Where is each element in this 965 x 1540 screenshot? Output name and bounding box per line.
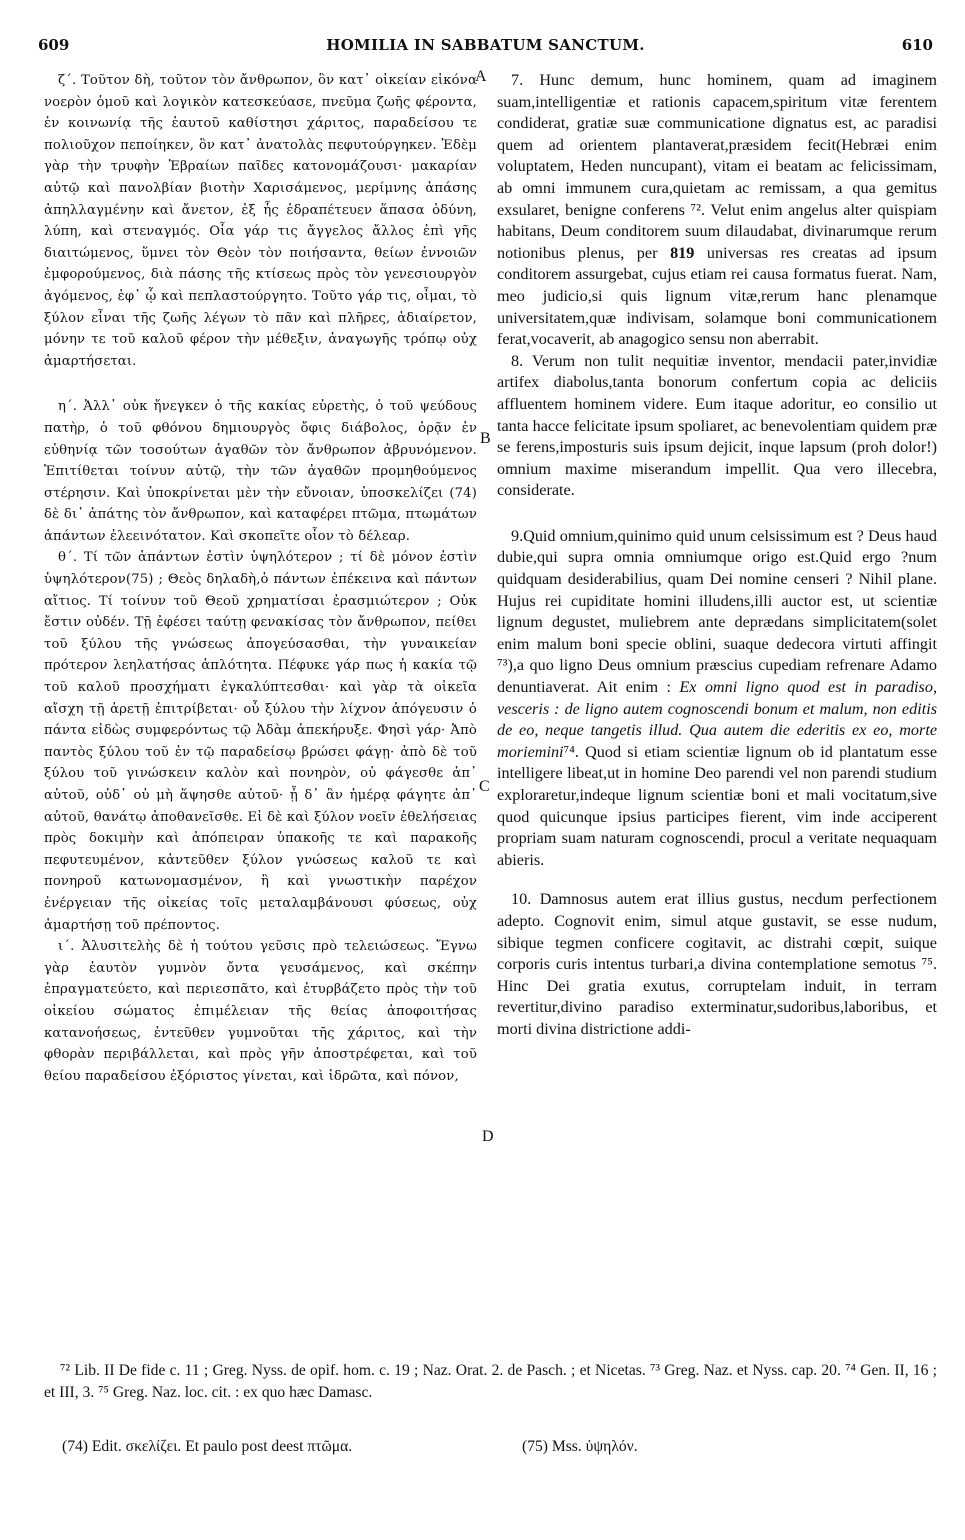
greek-paragraph-10: ι΄. Ἀλυσιτελὴς δὲ ἡ τούτου γεῦσις πρὸ τελειώσεως. Ἔγνω γὰρ ἑαυτὸν γυμνὸν ὄντα γευσάμενος, καὶ σκέπην ἐπραγματεύετο, καὶ περιεσπᾶτο, καὶ ἐτυρβάζετο πρὸς τὴν τοῦ οἰκείου σώματος ἐπιμέλειαν τῆς θείας ἀποφοιτήσας κατανοήσεως, ἐντεῦθεν γυμνοῦται τῆς χάριτος, καὶ τὴν φθορὰν περιβάλλεται, καὶ πρὸς γῆν ἀποστρέφεται, καὶ τοῦ θείου παραδείσου ἐξόριστος γίνεται, καὶ ἱδρῶτα, καὶ πόνον, <box>44 939 477 1084</box>
variant-note-74: (74) Edit. σκελίζει. Et paulo post deest πτῶμα. <box>62 1438 353 1455</box>
latin-paragraph-8: 8. Verum non tulit nequitiæ inventor, mendacii pater,invidiæ artifex diabolus,tanta bonorum confertum copia ac deliciis affluentem hominem videre. Eum itaque adoritur, eo consilio ut tanta hacce felicitate ipsum spoliaret, ac benevolentiam quidem præ se ferens,imposturis suis ipsum dejicit, inque lapsum (proh dolor!) omnium maxime miserandum impellit. Qua vero illecebra, considerate. <box>497 351 937 500</box>
margin-marker-a: A <box>475 68 487 85</box>
footnotes <box>44 1360 937 1404</box>
latin-paragraph-7-text-b: universas res creatas ad ipsum conditorem assurgebat, cujus etiam rei causa formatus fuerat. Nam, meo judicio,si quis lignum vitæ,rerum hanc plenamque universitatem,quæ indivisam, solamque boni communicationem ferat,vocaverit, ab anagogico sensu non aberrabit. <box>497 243 938 349</box>
page-header <box>38 36 933 58</box>
latin-column <box>497 70 937 1041</box>
column-number: 819 <box>670 243 695 262</box>
footnote-ref-74: ⁷⁴ <box>563 742 575 761</box>
page-number-right: 610 <box>901 36 933 54</box>
latin-paragraph-7 <box>497 70 937 351</box>
footnote-text: ⁷² Lib. II De fide c. 11 ; Greg. Nyss. de opif. hom. c. 19 ; Naz. Orat. 2. de Pasch. ; et Nicetas. ⁷³ Greg. Naz. et Nyss. cap. 20. ⁷⁴ Gen. II, 16 ; et III, 3. ⁷⁵ Greg. Naz. loc. cit. : ex quo hæc Damasc. <box>44 1362 937 1401</box>
margin-marker-d: D <box>482 1128 494 1145</box>
page-number-left: 609 <box>38 36 70 54</box>
greek-paragraph-8: η΄. Ἀλλ᾽ οὐκ ἤνεγκεν ὁ τῆς κακίας εὑρετὴς, ὁ τοῦ ψεύδους πατὴρ, ὁ τοῦ φθόνου δημιουργὸς ὄφις διάβολος, ὁρᾷν ἐν εὐθηνίᾳ τῶν τοσούτων ἀγαθῶν τὸν ἄνθρωπον ἁβρυνόμενον. Ἐπιτίθεται τοίνυν αὐτῷ, τὴν τῶν ἀγαθῶν προμηθούμενος στέρησιν. Καὶ ὑποκρίνεται μὲν τὴν εὔνοιαν, ὑποσκελίζει (74) δὲ δι᾽ ἀπάτης τὸν ἄνθρωπον, καὶ καταφέρει πτῶμα, πτωμάτων ἁπάντων ἐλεεινότατον. Καὶ σκοπεῖτε οἷον τὸ δέλεαρ. <box>44 399 477 544</box>
latin-paragraph-9 <box>497 526 937 872</box>
greek-column <box>44 70 477 1087</box>
running-title: HOMILIA IN SABBATUM SANCTUM. <box>326 36 645 54</box>
greek-paragraph-7: ζ΄. Τοῦτον δὴ, τοῦτον τὸν ἄνθρωπον, ὃν κατ᾽ οἰκείαν εἰκόνα νοερὸν ὁμοῦ καὶ λογικὸν κατεσκεύασε, πνεῦμα ζωῆς φέροντα, ἐν κοινωνίᾳ τῆς ἑαυτοῦ καθίστησι χάριτος, παραδείσου τε πολιοῦχον πεποίηκεν, ὃν κατ᾽ ἀνατολὰς πεφυτούργηκεν. Ἐδὲμ γὰρ τὴν τρυφὴν Ἑβραίων παῖδες κατονομάζουσι· μακαρίαν αὐτῷ καὶ πανολβίαν βιοτὴν Χαρισάμενος, μερίμνης ἁπάσης ἀπηλλαγμένην καὶ ἄνετον, ἐξ ἧς ἐδραπέτευεν ἅπασα ὀδύνη, λύπη, καὶ στεναγμός. Οἷα γάρ τις ἄγγελος ἄλλος ἐπὶ γῆς διαιτώμενος, ὕμνει τὸν Θεὸν τὸν ποιήσαντα, θείων ἐννοιῶν ἐμφορούμενος, διὰ πάσης τῆς κτίσεως πρὸς τὸν γενεσιουργὸν ἀγόμενος, ἐφ᾽ ᾧ καὶ πεπλαστούργητο. Τοῦτο γάρ τις, οἶμαι, τὸ ξύλον εἶναι τῆς ζωῆς λέγων τὸ πᾶν καὶ πλῆρες, ἀδιαίρετον, μόνην τε τοῦ καλοῦ φέρον τὴν μέθεξιν, ἀναγωγῆς τρόπῳ οὐχ ἁμαρτήσεται. <box>44 73 477 369</box>
greek-paragraph-9: θ΄. Τί τῶν ἁπάντων ἐστὶν ὑψηλότερον ; τί δὲ μόνον ἐστὶν ὑψηλότερον(75) ; Θεὸς δηλαδὴ,ὁ πάντων ἐπέκεινα καὶ πάντων αἴτιος. Τί τοίνυν τοῦ Θεοῦ χρηματίσαι ἐρασμιώτερον ; Οὐκ ἔστιν οὐδέν. Τῇ ἐφέσει ταύτῃ φενακίσας τὸν ἄνθρωπον, πείθει τοῦ ξύλου τῆς γνώσεως ἀπογεύσασθαι, τὴν γυναικείαν πρότερον λεηλατήσας ἁπλότητα. Πέφυκε γάρ πως ἡ κακία τῷ τοῦ καλοῦ προσχήματι ἐγκαλύπτεσθαι· καὶ γὰρ τὰ οἰκεῖα αἴσχη τῇ ἀρετῇ ἐπιτρίβεται· οὗ ξύλου τὴν λίχνον ἀπόγευσιν ὁ πάντα εἰδὼς συμφερόντως τῷ Ἀδὰμ ἀπεκήρυξε. Φησὶ γάρ· Ἀπὸ παντὸς ξύλου τοῦ ἐν τῷ παραδείσῳ βρώσει φάγῃ· ἀπὸ δὲ τοῦ ξύλου τοῦ γινώσκειν καλὸν καὶ πονηρὸν, οὐ φάγεσθε ἀπ᾽ αὐτοῦ, οὐδ᾽ οὐ μὴ ἅψησθε αὐτοῦ· ᾗ δ᾽ ἂν ἡμέρᾳ φάγητε ἀπ᾽ αὐτοῦ, θανάτῳ ἀποθανεῖσθε. Εἰ δὲ καὶ ξύλον νοεῖν ἐθελήσειας πρὸς δοκιμὴν καὶ ἀπόπειραν ὑπακοῆς τε καὶ παρακοῆς πεφυτευμένον, κἀντεῦθεν ξύλον γνώσεως καλοῦ τε καὶ πονηροῦ κατωνομασμένον, ἢ καὶ γνωστικὴν παρέχον ἐνέργειαν τῆς οἰκείας τοῖς μεταλαμβάνουσι φύσεως, οὐχ ἁμαρτήσῃ τοῦ πρέποντος. <box>44 550 477 933</box>
latin-paragraph-7-text-a: 7. Hunc demum, hunc hominem, quam ad imaginem suam,intelligentiæ et rationis capacem,spiritum vitæ ferentem condiderat, gratiæ suæ communicatione dignatus est, ac paradisi quem ad orientem plantaverat,præsidem fecit(Hebræi enim voluptatem, Heden nuncupant), vitam ei beatam ac felicissimam, ab omni immunem cura,quietam ac remissam, a qua gemitus exsularet, benigne conferens ⁷². Velut enim angelus alter quispiam habitans, Deum conditorem suum dilaudabat, divinarumque rerum notionibus plenus, per <box>497 71 937 262</box>
variant-note-75: (75) Mss. ὑψηλόν. <box>522 1438 638 1455</box>
latin-paragraph-9-text-b: . Quod si etiam scientiæ lignum ob id plantatum esse intelligere libeat,ut in homine Deo parendi vel non parendi studium exploraretur,indeque lignum scientiæ boni et mali vocitatum,sive quod quicunque ipsius participes fierent, vim inde acciperent propriam suam naturam cognoscendi, procul a veritate nequaquam abieris. <box>497 742 937 869</box>
latin-paragraph-9-text-a: 9.Quid omnium,quinimo quid unum celsissimum est ? Deus haud dubie,qui supra omnia omniumque origo est.Quid ergo ?num quidquam desiderabilius, quam Dei nomine censeri ? Nihil plane. Hujus rei cupiditate homini illudens,illi auctor est, ut scientiæ lignum degustet, muliebrem ante deprædans simplicitatem(solet enim malum boni specie oblini, suaque dedecora virtuti affingit ⁷³),a quo ligno Deus omnium præscius cupediam refrenare Adamo denuntiaverat. Ait enim : <box>497 526 937 697</box>
latin-paragraph-10: 10. Damnosus autem erat illius gustus, necdum perfectionem adepto. Cognovit enim, simul atque gustavit, se esse nudum, sibique tegmen conficere cogitavit, ac distrahi cœpit, suique corporis curis intentus turbari,a divina contemplatione semotus ⁷⁵. Hinc Dei gratia exutus, corruptelam induit, in terram revertitur,divino paradiso exterminatur,sudoribus,laboribus, et morti divina districtione addi- <box>497 890 937 1038</box>
margin-marker-b: B <box>480 430 491 447</box>
scripture-quote: Ex omni ligno quod est in paradiso, vesceris : de ligno autem cognoscendi bonum et malum, non editis de eo, neque tangetis illud. Qua autem die ederitis ex eo, morte moriemini <box>497 678 937 761</box>
margin-marker-c: C <box>479 778 490 795</box>
